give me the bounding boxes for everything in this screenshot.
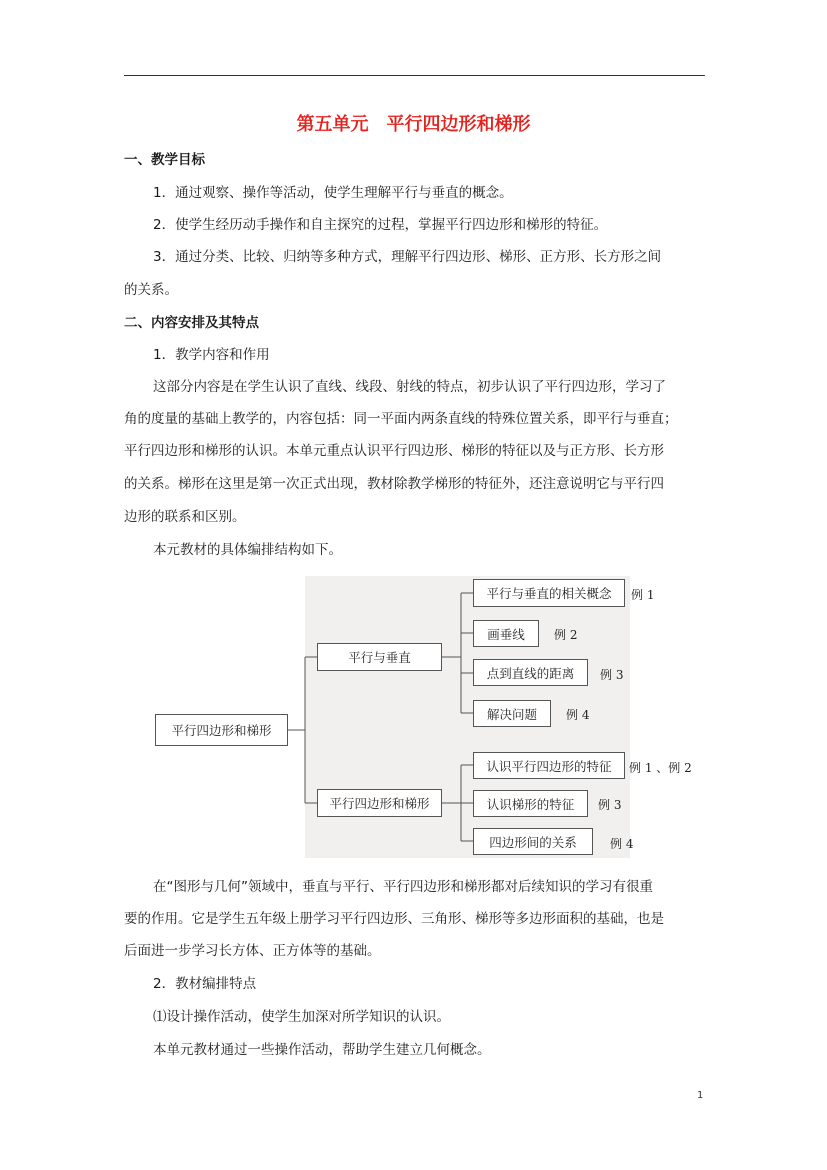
diagram-leaf: 认识梯形的特征 bbox=[473, 790, 588, 817]
page-number: 1 bbox=[697, 1090, 704, 1101]
para-3-line: 在“图形与几何”领域中，垂直与平行、平行四边形和梯形都对后续知识的学习有很重 bbox=[153, 879, 653, 895]
diagram-leaf: 认识平行四边形的特征 bbox=[473, 752, 625, 779]
goal-2: 2．使学生经历动手操作和自主探究的过程，掌握平行四边形和梯形的特征。 bbox=[153, 217, 608, 233]
para-2: 本元教材的具体编排结构如下。 bbox=[153, 542, 342, 558]
para-1-line: 这部分内容是在学生认识了直线、线段、射线的特点，初步认识了平行四边形，学习了 bbox=[153, 379, 666, 395]
diagram-example-label: 例 3 bbox=[600, 668, 624, 682]
para-3-line: 要的作用。它是学生五年级上册学习平行四边形、三角形、梯形等多边形面积的基础，也是 bbox=[124, 911, 664, 927]
para-1-line: 角的度量的基础上教学的，内容包括：同一平面内两条直线的特殊位置关系，即平行与垂直； bbox=[124, 411, 678, 427]
subheading-2: 2．教材编排特点 bbox=[153, 976, 257, 992]
diagram-leaf: 点到直线的距离 bbox=[473, 659, 588, 686]
diagram-branch-parallel-perpendicular: 平行与垂直 bbox=[317, 643, 442, 671]
goal-3-line-2: 的关系。 bbox=[124, 282, 178, 298]
header-rule bbox=[124, 75, 705, 76]
para-4: 本单元教材通过一些操作活动，帮助学生建立几何概念。 bbox=[153, 1042, 491, 1058]
para-3-line: 后面进一步学习长方体、正方体等的基础。 bbox=[124, 943, 381, 959]
diagram-example-label: 例 1 、例 2 bbox=[629, 761, 692, 775]
para-1-line: 边形的联系和区别。 bbox=[124, 509, 246, 525]
page-title: 第五单元 平行四边形和梯形 bbox=[296, 114, 531, 135]
diagram-example-label: 例 1 bbox=[631, 588, 655, 602]
structure-diagram bbox=[150, 576, 690, 858]
diagram-leaf: 画垂线 bbox=[473, 620, 539, 647]
subheading-1: 1．教学内容和作用 bbox=[153, 347, 270, 363]
content-heading: 二、内容安排及其特点 bbox=[124, 315, 259, 331]
goals-heading: 一、教学目标 bbox=[124, 152, 205, 168]
diagram-leaf: 解决问题 bbox=[473, 700, 551, 727]
diagram-leaf: 四边形间的关系 bbox=[473, 828, 593, 855]
diagram-leaf: 平行与垂直的相关概念 bbox=[473, 579, 625, 607]
diagram-example-label: 例 4 bbox=[566, 708, 590, 722]
subheading-2-1: ⑴设计操作活动，使学生加深对所学知识的认识。 bbox=[153, 1009, 450, 1025]
diagram-example-label: 例 4 bbox=[610, 837, 634, 851]
diagram-example-label: 例 2 bbox=[554, 628, 578, 642]
para-1-line: 的关系。梯形在这里是第一次正式出现，教材除教学梯形的特征外，还注意说明它与平行四 bbox=[124, 476, 664, 492]
diagram-branch-quadrilaterals: 平行四边形和梯形 bbox=[317, 789, 442, 817]
diagram-root-node: 平行四边形和梯形 bbox=[155, 714, 288, 746]
goal-1: 1．通过观察、操作等活动，使学生理解平行与垂直的概念。 bbox=[153, 185, 513, 201]
diagram-example-label: 例 3 bbox=[598, 798, 622, 812]
para-1-line: 平行四边形和梯形的认识。本单元重点认识平行四边形、梯形的特征以及与正方形、长方形 bbox=[124, 443, 664, 459]
goal-3-line-1: 3．通过分类、比较、归纳等多种方式，理解平行四边形、梯形、正方形、长方形之间 bbox=[153, 249, 662, 265]
